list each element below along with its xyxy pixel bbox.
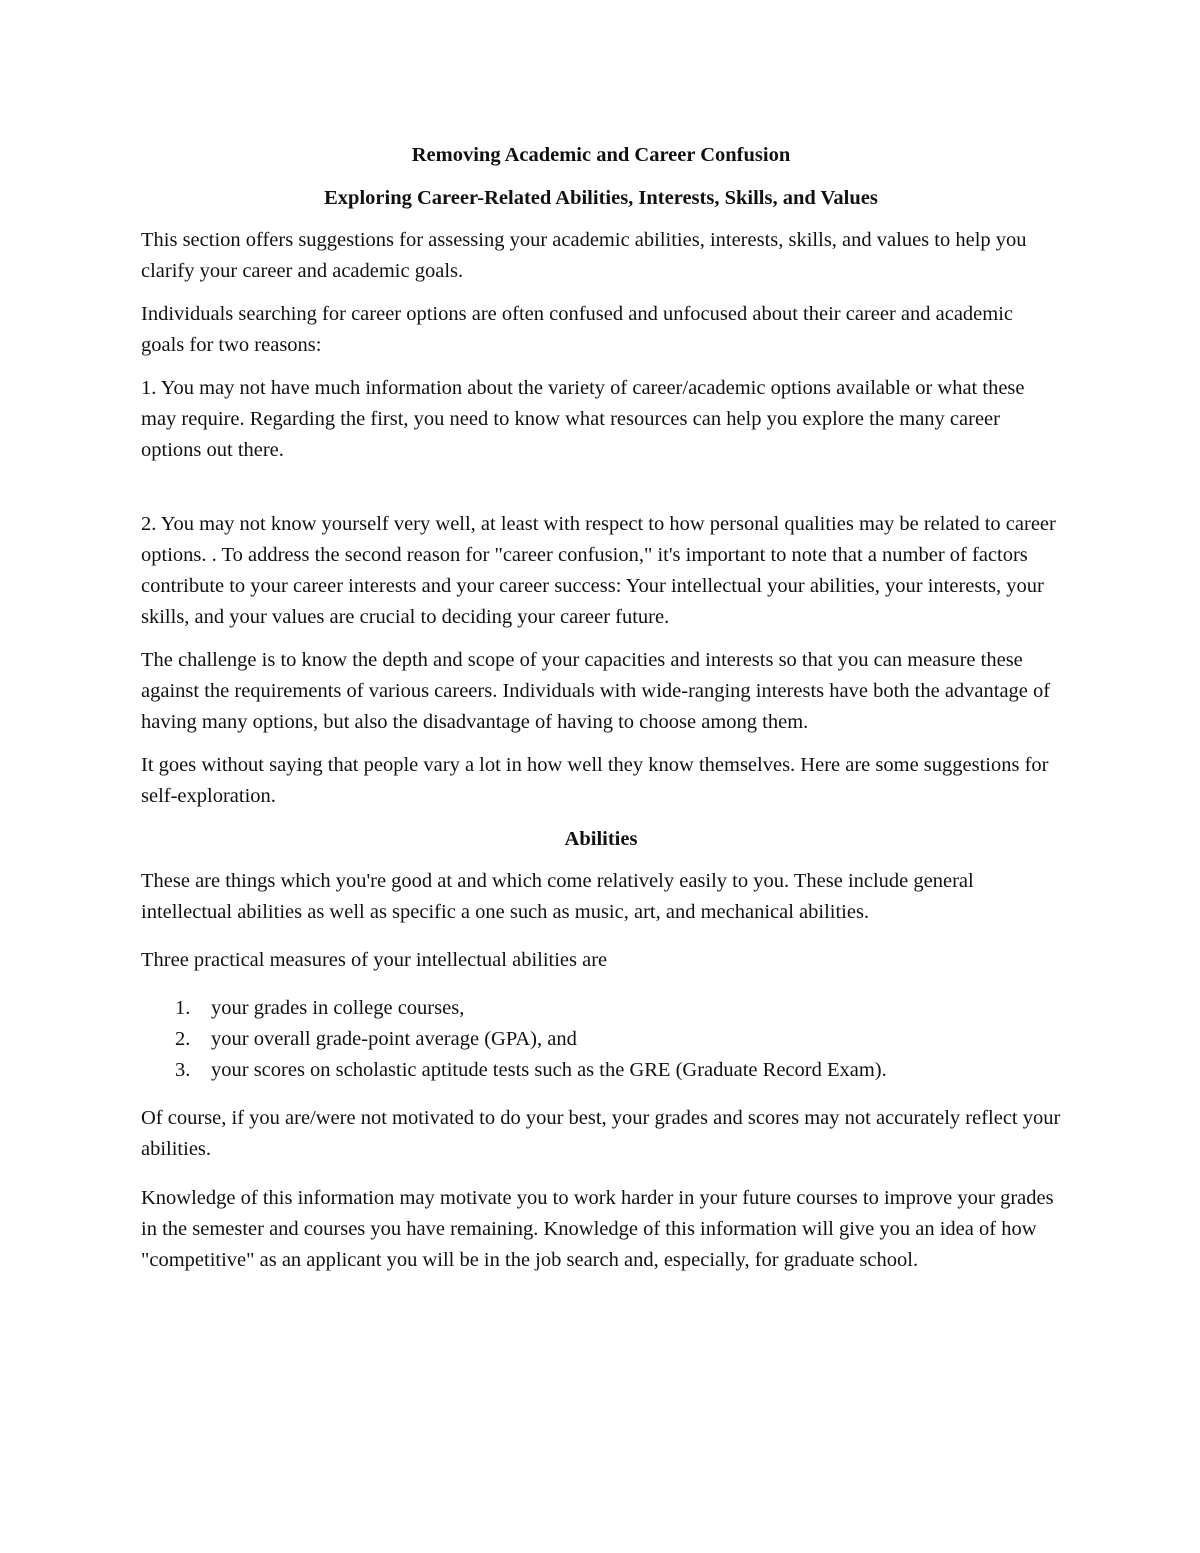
intro-paragraph: This section offers suggestions for assessing your academic abilities, interests, skills, and values to help you clarify your career and academic goals. <box>141 229 1027 282</box>
document-subtitle: Exploring Career-Related Abilities, Interests, Skills, and Values <box>324 187 878 209</box>
document-title: Removing Academic and Career Confusion <box>411 144 791 166</box>
list-item-text: your grades in college courses, <box>211 997 465 1019</box>
closing-paragraph: Knowledge of this information may motivate you to work harder in your future courses to improve your grades in the semester and courses you have remaining. Knowledge of this information will give you an idea of how "competitive" as an applicant you will be in the job search and, especially, for graduate school. <box>141 1187 1054 1271</box>
list-item <box>141 1024 1061 1055</box>
list-item-text: your overall grade-point average (GPA), and <box>211 1028 577 1050</box>
measures-lead-paragraph: Three practical measures of your intellectual abilities are <box>141 949 608 971</box>
measures-list <box>141 993 1061 1086</box>
list-item-text: your scores on scholastic aptitude tests such as the GRE (Graduate Record Exam). <box>211 1059 887 1081</box>
list-item-number: 1. <box>175 997 191 1019</box>
self-exploration-paragraph: It goes without saying that people vary a lot in how well they know themselves. Here are some suggestions for self-exploration. <box>141 754 1049 807</box>
reason-two-paragraph: 2. You may not know yourself very well, at least with respect to how personal qualities may be related to career options. . To address the second reason for "career confusion," it's important to note that a number of factors contribute to your career interests and your career success: Your intellectual your abilities, your interests, your skills, and your values are crucial to deciding your career future. <box>141 513 1056 628</box>
list-item <box>141 993 1061 1024</box>
abilities-intro-paragraph: These are things which you're good at and which come relatively easily to you. These include general intellectual abilities as well as specific a one such as music, art, and mechanical abilities. <box>141 870 974 923</box>
reasons-paragraph: Individuals searching for career options are often confused and unfocused about their career and academic goals for two reasons: <box>141 303 1014 356</box>
caveat-paragraph: Of course, if you are/were not motivated to do your best, your grades and scores may not accurately reflect your abilities. <box>141 1107 1061 1160</box>
list-item <box>141 1055 1061 1086</box>
abilities-heading: Abilities <box>564 828 638 850</box>
reason-one-paragraph: 1. You may not have much information about the variety of career/academic options available or what these may require. Regarding the first, you need to know what resources can help you explore the many career options out there. <box>141 377 1025 461</box>
document-body <box>141 140 1061 1288</box>
list-item-number: 2. <box>175 1028 191 1050</box>
challenge-paragraph: The challenge is to know the depth and scope of your capacities and interests so that you can measure these against the requirements of various careers. Individuals with wide-ranging interests have both the advantage of having many options, but also the disadvantage of having to choose among them. <box>141 649 1051 733</box>
list-item-number: 3. <box>175 1059 191 1081</box>
